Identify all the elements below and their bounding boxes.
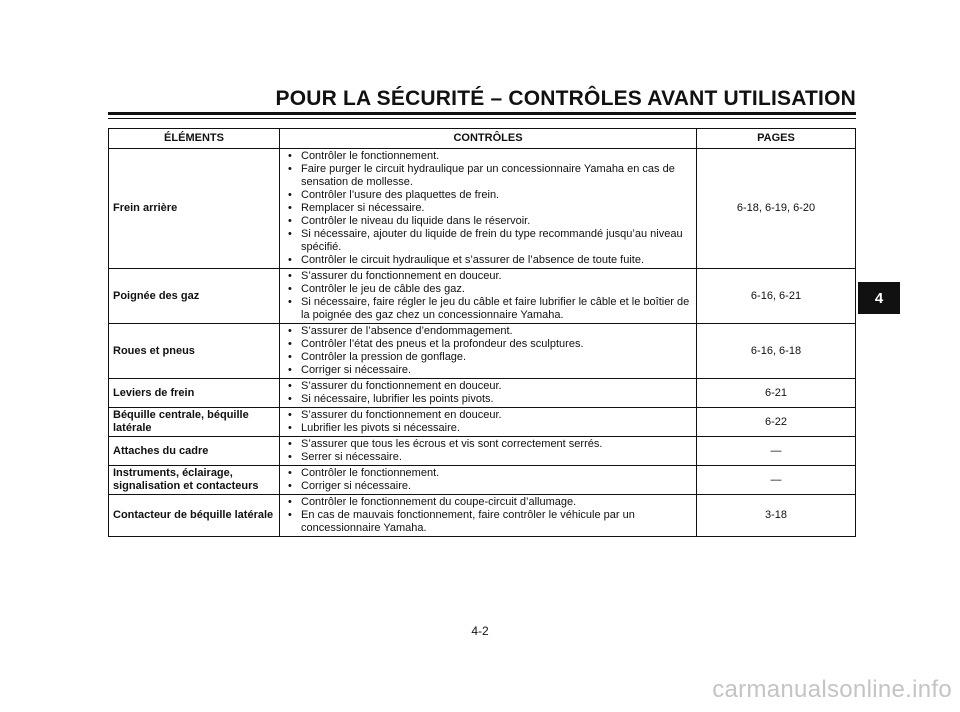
row-pages: 6-18, 6-19, 6-20 — [697, 149, 856, 269]
control-item: • Contrôler le jeu de câble des gaz. — [284, 283, 692, 296]
row-pages: 6-16, 6-21 — [697, 269, 856, 324]
table-row — [109, 408, 856, 437]
control-item: • Serrer si nécessaire. — [284, 451, 692, 464]
control-item: • Faire purger le circuit hydraulique par un concessionnaire Yamaha en cas de sensation de mollesse. — [284, 163, 692, 189]
row-pages: 3-18 — [697, 495, 856, 537]
control-item: • Corriger si nécessaire. — [284, 480, 692, 493]
controls-list — [284, 325, 692, 377]
control-item: • En cas de mauvais fonctionnement, faire contrôler le véhicule par un concessionnaire Yamaha. — [284, 509, 692, 535]
header-elements: ÉLÉMENTS — [109, 129, 280, 149]
control-item: • Lubrifier les pivots si nécessaire. — [284, 422, 692, 435]
control-item: • Si nécessaire, faire régler le jeu du câble et faire lubrifier le câble et le boîtier de la poignée des gaz chez un concessionnaire Yamaha. — [284, 296, 692, 322]
row-controls — [280, 379, 697, 408]
page-number: 4-2 — [471, 624, 489, 638]
row-element: Attaches du cadre — [109, 437, 280, 466]
row-pages: 6-22 — [697, 408, 856, 437]
row-controls — [280, 495, 697, 537]
page-title: POUR LA SÉCURITÉ – CONTRÔLES AVANT UTILISATION — [275, 87, 856, 110]
control-item: • Contrôler l’état des pneus et la profondeur des sculptures. — [284, 338, 692, 351]
watermark: carmanualsonline.info — [712, 676, 952, 703]
control-item: • Contrôler le circuit hydraulique et s’assurer de l’absence de toute fuite. — [284, 254, 692, 267]
row-pages: — — [697, 466, 856, 495]
controls-list — [284, 380, 692, 406]
table-row — [109, 379, 856, 408]
control-item: • Remplacer si nécessaire. — [284, 202, 692, 215]
title-rule-thin — [108, 118, 856, 119]
controls-list — [284, 150, 692, 267]
table-row — [109, 149, 856, 269]
control-item: • Contrôler la pression de gonflage. — [284, 351, 692, 364]
row-controls — [280, 437, 697, 466]
title-rule-thick — [108, 112, 856, 115]
row-element: Poignée des gaz — [109, 269, 280, 324]
control-item: • S’assurer du fonctionnement en douceur. — [284, 409, 692, 422]
table-row — [109, 466, 856, 495]
table-body — [109, 149, 856, 537]
row-element: Béquille centrale, béquille latérale — [109, 408, 280, 437]
row-controls — [280, 324, 697, 379]
row-pages: — — [697, 437, 856, 466]
row-element: Instruments, éclairage, signalisation et contacteurs — [109, 466, 280, 495]
row-element: Frein arrière — [109, 149, 280, 269]
row-pages: 6-21 — [697, 379, 856, 408]
control-item: • S’assurer de l’absence d’endommagement. — [284, 325, 692, 338]
control-item: • Si nécessaire, lubrifier les points pivots. — [284, 393, 692, 406]
row-pages: 6-16, 6-18 — [697, 324, 856, 379]
row-element: Contacteur de béquille latérale — [109, 495, 280, 537]
controls-list — [284, 270, 692, 322]
control-item: • Contrôler le fonctionnement. — [284, 467, 692, 480]
table-row — [109, 437, 856, 466]
header-controles: CONTRÔLES — [280, 129, 697, 149]
controls-list — [284, 467, 692, 493]
checks-table — [108, 128, 856, 537]
table-header-row — [109, 129, 856, 149]
control-item: • S’assurer du fonctionnement en douceur. — [284, 270, 692, 283]
control-item: • S’assurer du fonctionnement en douceur. — [284, 380, 692, 393]
row-controls — [280, 149, 697, 269]
row-element: Leviers de frein — [109, 379, 280, 408]
row-element: Roues et pneus — [109, 324, 280, 379]
control-item: • S’assurer que tous les écrous et vis sont correctement serrés. — [284, 438, 692, 451]
control-item: • Corriger si nécessaire. — [284, 364, 692, 377]
control-item: • Contrôler le fonctionnement du coupe-circuit d’allumage. — [284, 496, 692, 509]
table-row — [109, 495, 856, 537]
table-row — [109, 324, 856, 379]
controls-list — [284, 496, 692, 535]
control-item: • Contrôler le fonctionnement. — [284, 150, 692, 163]
table-row — [109, 269, 856, 324]
control-item: • Si nécessaire, ajouter du liquide de frein du type recommandé jusqu’au niveau spécifié. — [284, 228, 692, 254]
chapter-tab: 4 — [858, 282, 900, 314]
row-controls — [280, 466, 697, 495]
row-controls — [280, 269, 697, 324]
control-item: • Contrôler l’usure des plaquettes de frein. — [284, 189, 692, 202]
header-pages: PAGES — [697, 129, 856, 149]
controls-list — [284, 438, 692, 464]
control-item: • Contrôler le niveau du liquide dans le réservoir. — [284, 215, 692, 228]
controls-list — [284, 409, 692, 435]
row-controls — [280, 408, 697, 437]
